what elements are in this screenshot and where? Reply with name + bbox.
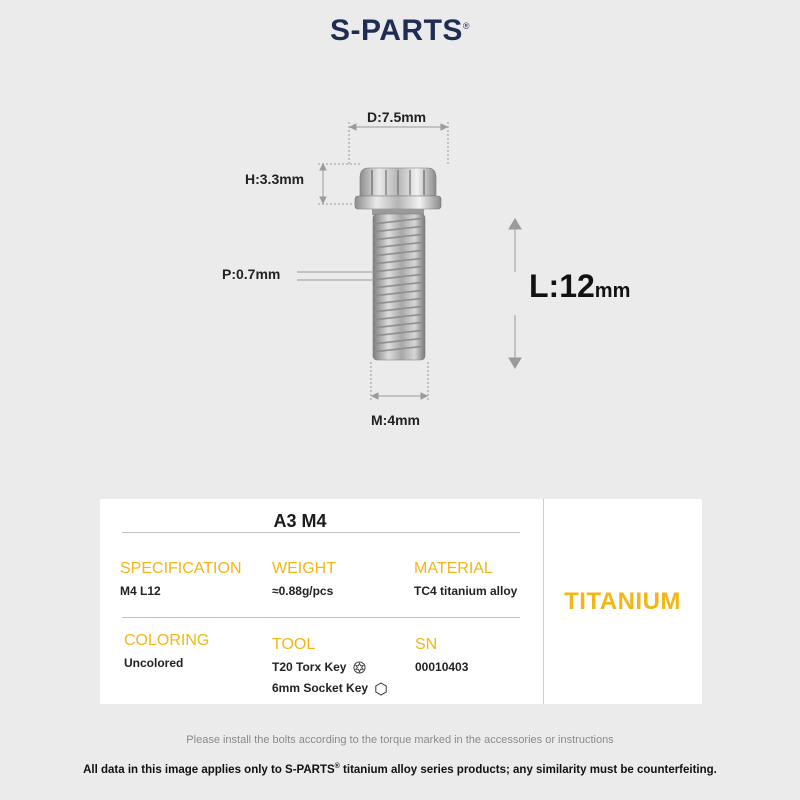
title-divider [122, 532, 520, 533]
coloring-value: Uncolored [124, 656, 184, 670]
material-cell [414, 560, 517, 598]
pitch-label: P:0.7mm [222, 266, 281, 282]
spec-panel [100, 499, 702, 704]
sn-value: 00010403 [415, 660, 469, 674]
length-unit: mm [594, 280, 631, 302]
torx-icon [353, 661, 366, 674]
disclaimer-registered-mark: ® [334, 763, 340, 770]
length-prefix: L [529, 268, 549, 304]
tool-label: TOOL [272, 636, 316, 653]
tool-line-2 [272, 681, 388, 696]
disclaimer [0, 763, 800, 776]
install-note: Please install the bolts according to the torque marked in the accessories or instructions [186, 734, 614, 746]
specification-label: SPECIFICATION [120, 560, 242, 577]
specification-cell [120, 560, 242, 598]
sn-label: SN [415, 636, 438, 653]
length-label [529, 268, 630, 305]
sn-cell [415, 636, 468, 674]
weight-value: ≈0.88g/pcs [272, 584, 334, 598]
weight-label: WEIGHT [272, 560, 336, 577]
tool-value-2: 6mm Socket Key [272, 681, 369, 696]
bolt-head [355, 168, 441, 215]
registered-mark: ® [462, 21, 471, 31]
head-height-label: H:3.3mm [245, 171, 305, 187]
length-value: :12 [548, 268, 595, 304]
bolt-shank [373, 214, 425, 360]
specification-value: M4 L12 [120, 584, 161, 598]
tool-value-1: T20 Torx Key [272, 660, 347, 674]
thread-size-label: M:4mm [371, 412, 421, 428]
brand-name: S-PARTS [329, 14, 463, 47]
tool-cell [272, 636, 388, 696]
disclaimer-text-pre: All data in this image applies only to S-PARTS [83, 763, 335, 776]
titanium-badge: TITANIUM [564, 587, 681, 615]
weight-cell [272, 560, 336, 598]
hex-socket-icon [374, 682, 388, 696]
diameter-label: D:7.5mm [367, 109, 427, 125]
material-label: MATERIAL [414, 560, 493, 577]
material-value: TC4 titanium alloy [414, 584, 518, 598]
coloring-cell [124, 632, 209, 670]
coloring-label: COLORING [124, 632, 210, 649]
model-title: A3 M4 [273, 511, 327, 531]
tool-line-1 [272, 660, 388, 674]
row-divider [122, 617, 520, 618]
disclaimer-text-post: titanium alloy series products; any similarity must be counterfeiting. [339, 763, 717, 776]
